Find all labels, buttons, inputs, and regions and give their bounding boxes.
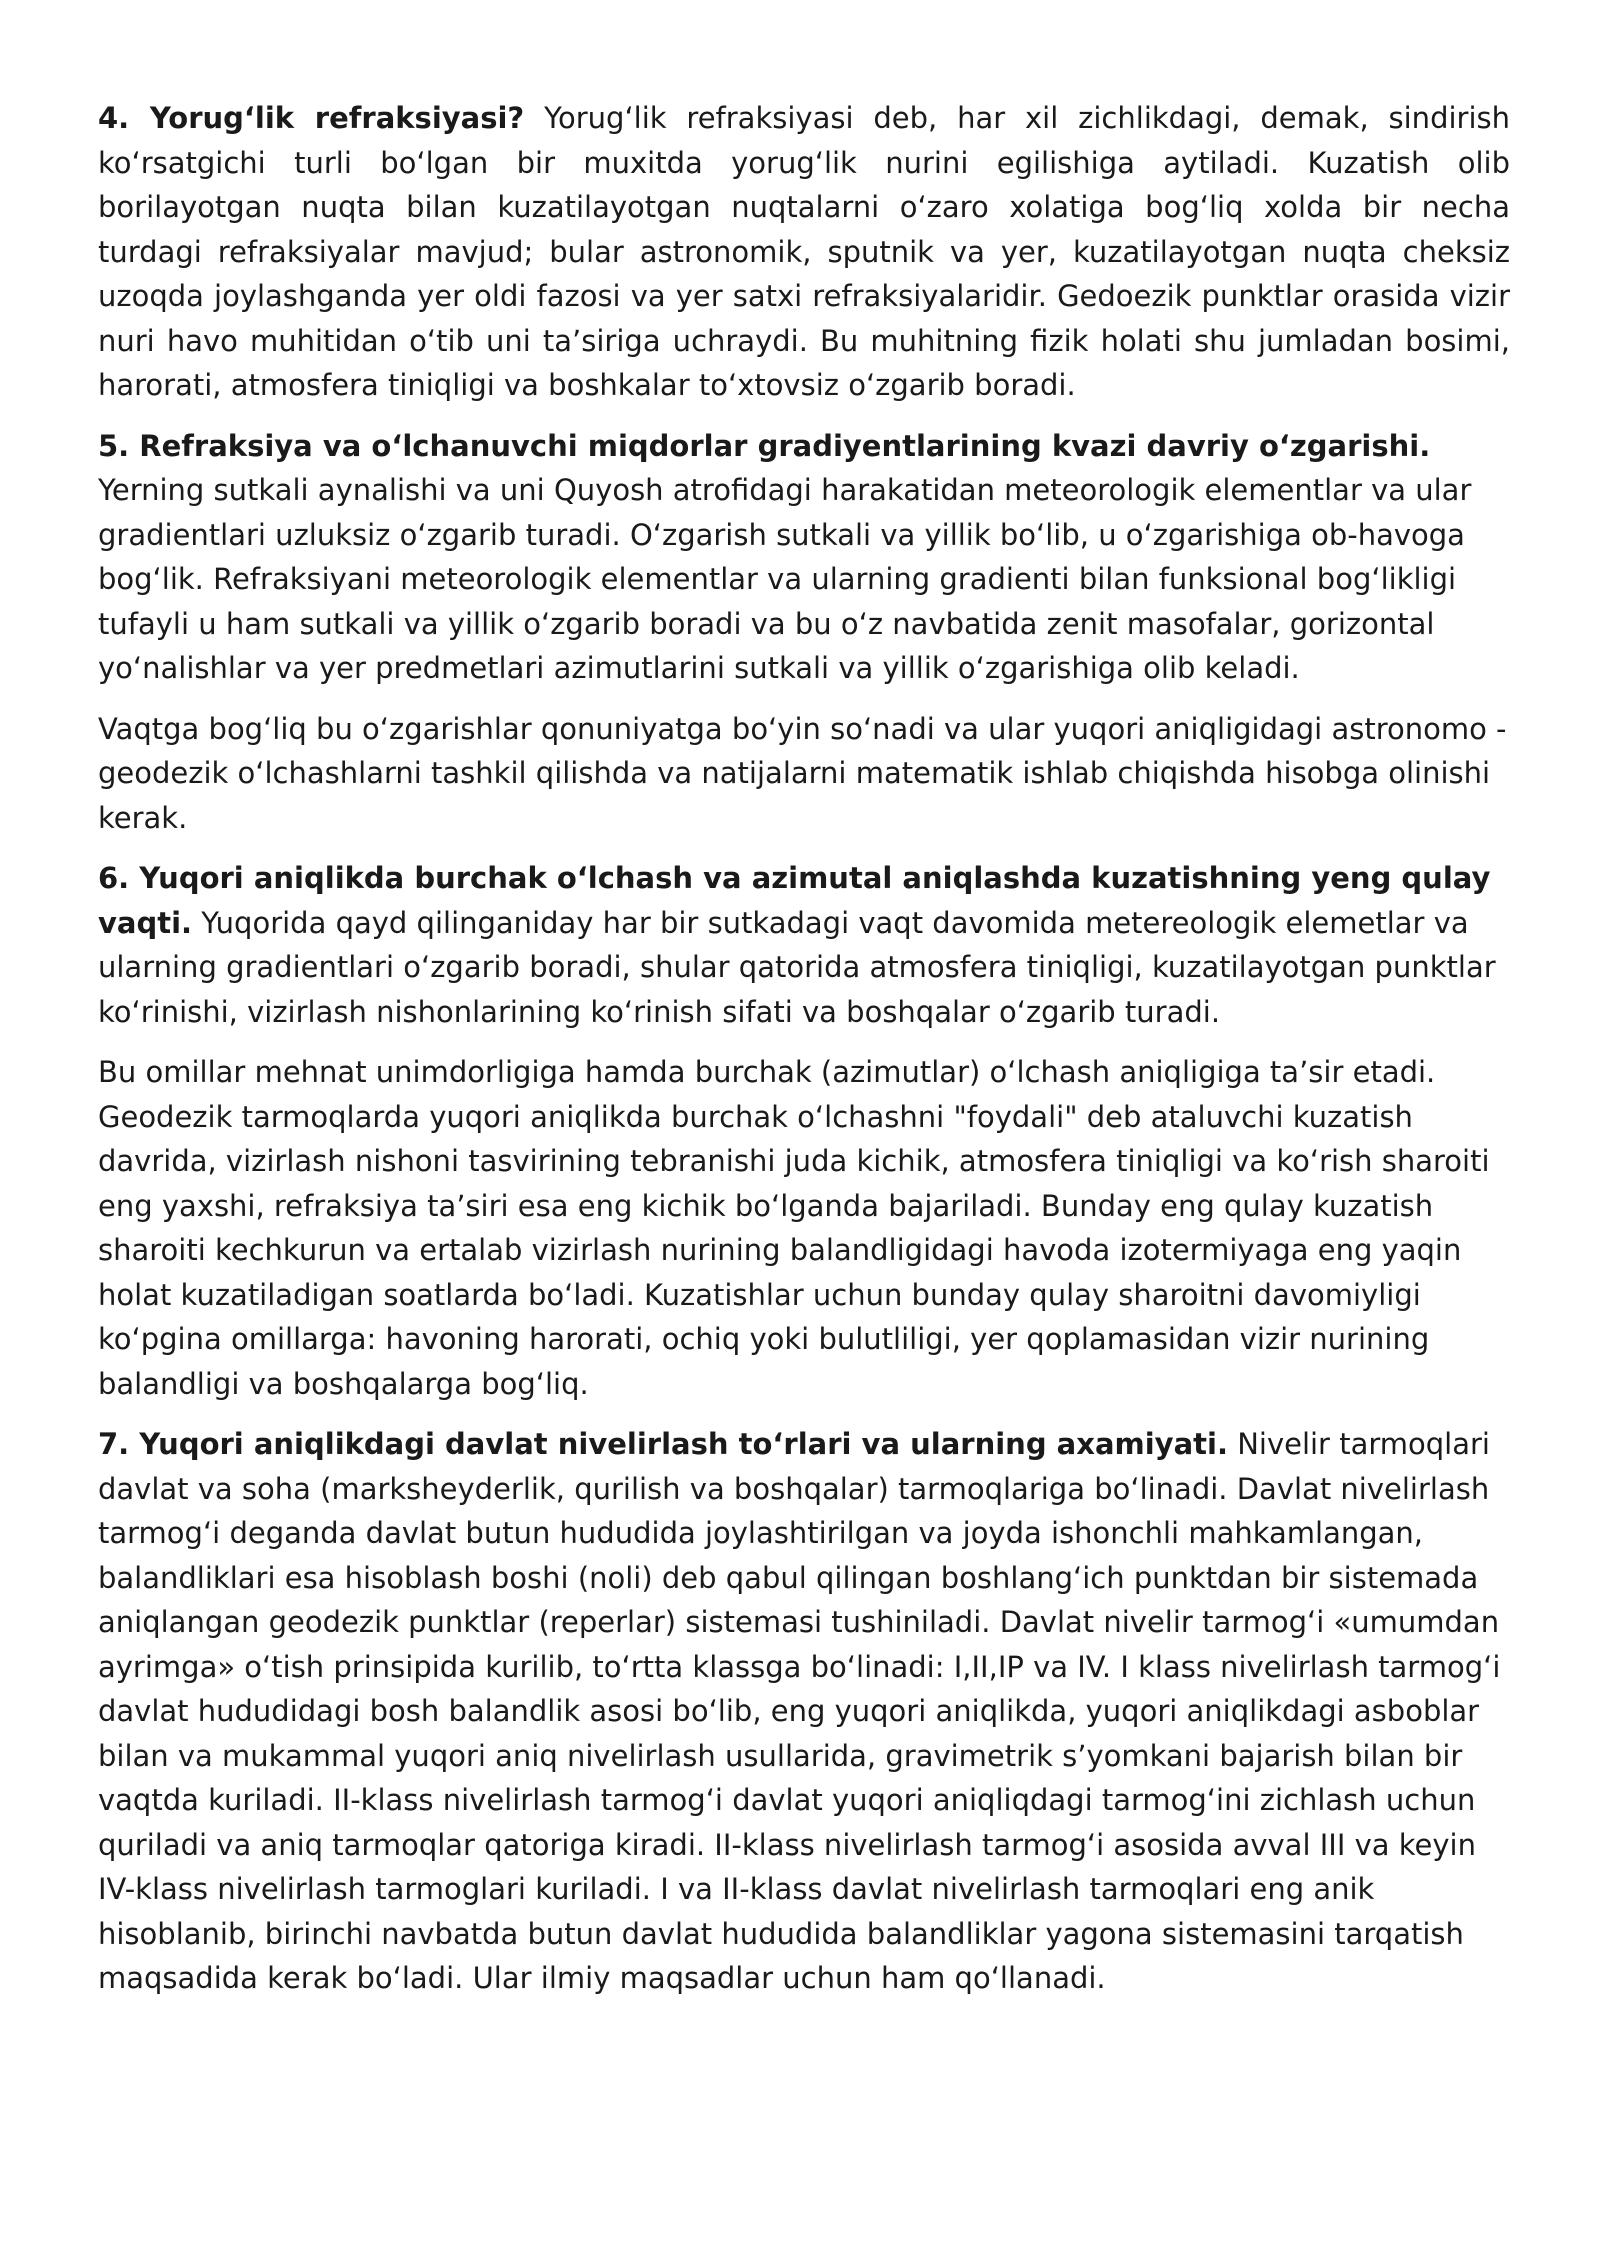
section-7-paragraph [98, 1422, 1510, 2001]
section-4-body: Yorug‘lik refraksiyasi deb, har xil zichlikdagi, demak, sindirish ko‘rsatgichi turli bo‘lgan bir muxitda yorug‘lik nurini egilishiga aytiladi. Kuzatish olib borilayotgan nuqta bilan kuzatilayotgan nuqtalarni o‘zaro xolatiga bog‘liq xolda bir necha turdagi refraksiyalar mavjud; bular astronomik, sputnik va yer, kuzatilayotgan nuqta cheksiz uzoqda joylashganda yer oldi fazosi va yer satxi refraksiyalaridir. Gedoezik punktlar orasida vizir nuri havo muhitidan o‘tib uni ta’siriga uchraydi. Bu muhitning fizik holati shu jumladan bosimi, harorati, atmosfera tiniqligi va boshkalar to‘xtovsiz o‘zgarib boradi. [98, 101, 1511, 402]
section-4-heading: 4. Yorug‘lik refraksiyasi? [98, 101, 525, 135]
section-5-paragraph [98, 424, 1510, 691]
section-6-paragraph-2: Bu omillar mehnat unimdorligiga hamda burchak (azimutlar) o‘lchash aniqligiga ta’sir etadi. Geodezik tarmoqlarda yuqori aniqlikda burchak o‘lchashni "foydali" deb ataluvchi kuzatish davrida, vizirlash nishoni tasvirining tebranishi juda kichik, atmosfera tiniqligi va ko‘rish sharoiti eng yaxshi, refraksiya ta’siri esa eng kichik bo‘lganda bajariladi. Bunday eng qulay kuzatish sharoiti kechkurun va ertalab vizirlash nurining balandligidagi havoda izotermiyaga eng yaqin holat kuzatiladigan soatlarda bo‘ladi. Kuzatishlar uchun bunday qulay sharoitni davomiyligi ko‘pgina omillarga: havoning harorati, ochiq yoki bulutliligi, yer qoplamasidan vizir nurining balandligi va boshqalarga bog‘liq. [98, 1055, 1490, 1401]
section-7-body: Nivelir tarmoqlari davlat va soha (marksheyderlik, qurilish va boshqalar) tarmoqlariga bo‘linadi. Davlat nivelirlash tarmog‘i deganda davlat butun hududida joylashtirilgan va joyda ishonchli mahkamlangan, balandliklari esa hisoblash boshi (noli) deb qabul qilingan boshlang‘ich punktdan bir sistemada aniqlangan geodezik punktlar (reperlar) sistemasi tushiniladi. Davlat nivelir tarmog‘i «umumdan ayrimga» o‘tish prinsipida kurilib, to‘rtta klassga bo‘linadi: I,II,IP va IV. I klass nivelirlash tarmog‘i davlat hududidagi bosh balandlik asosi bo‘lib, eng yuqori aniqlikda, yuqori aniqlikdagi asboblar bilan va mukammal yuqori aniq nivelirlash usullarida, gravimetrik s’yomkani bajarish bilan bir vaqtda kuriladi. II-klass nivelirlash tarmog‘i davlat yuqori aniqliqdagi tarmog‘ini zichlash uchun quriladi va aniq tarmoqlar qatoriga kiradi. II-klass nivelirlash tarmog‘i asosida avval III va keyin IV-klass nivelirlash tarmoglari kuriladi. I va II-klass davlat nivelirlash tarmoqlari eng anik hisoblanib, birinchi navbatda butun davlat hududida balandliklar yagona sistemasini tarqatish maqsadida kerak bo‘ladi. Ular ilmiy maqsadlar uchun ham qo‘llanadi. [98, 1427, 1501, 1995]
section-6-heading: 6. Yuqori aniqlikda burchak o‘lchash va azimutal aniqlashda kuzatishning yeng qulay vaqti. [98, 861, 1491, 940]
section-4-paragraph [98, 96, 1510, 408]
section-5-body: Yerning sutkali aynalishi va uni Quyosh atrofidagi harakatidan meteorologik elementlar va ular gradientlari uzluksiz o‘zgarib turadi. O‘zgarish sutkali va yillik bo‘lib, u o‘zgarishiga ob-havoga bog‘lik. Refraksiyani meteorologik elementlar va ularning gradienti bilan funksional bog‘likligi tufayli u ham sutkali va yillik o‘zgarib boradi va bu o‘z navbatida zenit masofalar, gorizontal yo‘nalishlar va yer predmetlari azimutlarini sutkali va yillik o‘zgarishiga olib keladi. [98, 473, 1472, 685]
section-5-heading: 5. Refraksiya va o‘lchanuvchi miqdorlar gradiyentlarining kvazi davriy o‘zgarishi. [98, 428, 1431, 463]
section-7-heading: 7. Yuqori aniqlikdagi davlat nivelirlash to‘rlari va ularning axamiyati. [98, 1427, 1228, 1461]
document-page [98, 96, 1510, 2017]
section-6-paragraph [98, 856, 1510, 1034]
section-6-body: Yuqorida qayd qilinganiday har bir sutkadagi vaqt davomida metereologik elemetlar va ularning gradientlari o‘zgarib boradi, shular qatorida atmosfera tiniqligi, kuzatilayotgan punktlar ko‘rinishi, vizirlash nishonlarining ko‘rinish sifati va boshqalar o‘zgarib turadi. [98, 905, 1496, 1029]
section-5-paragraph-2: Vaqtga bog‘liq bu o‘zgarishlar qonuniyatga bo‘yin so‘nadi va ular yuqori aniqligidagi astronomo - geodezik o‘lchashlarni tashkil qilishda va natijalarni matematik ishlab chiqishda hisobga olinishi kerak. [98, 711, 1507, 835]
